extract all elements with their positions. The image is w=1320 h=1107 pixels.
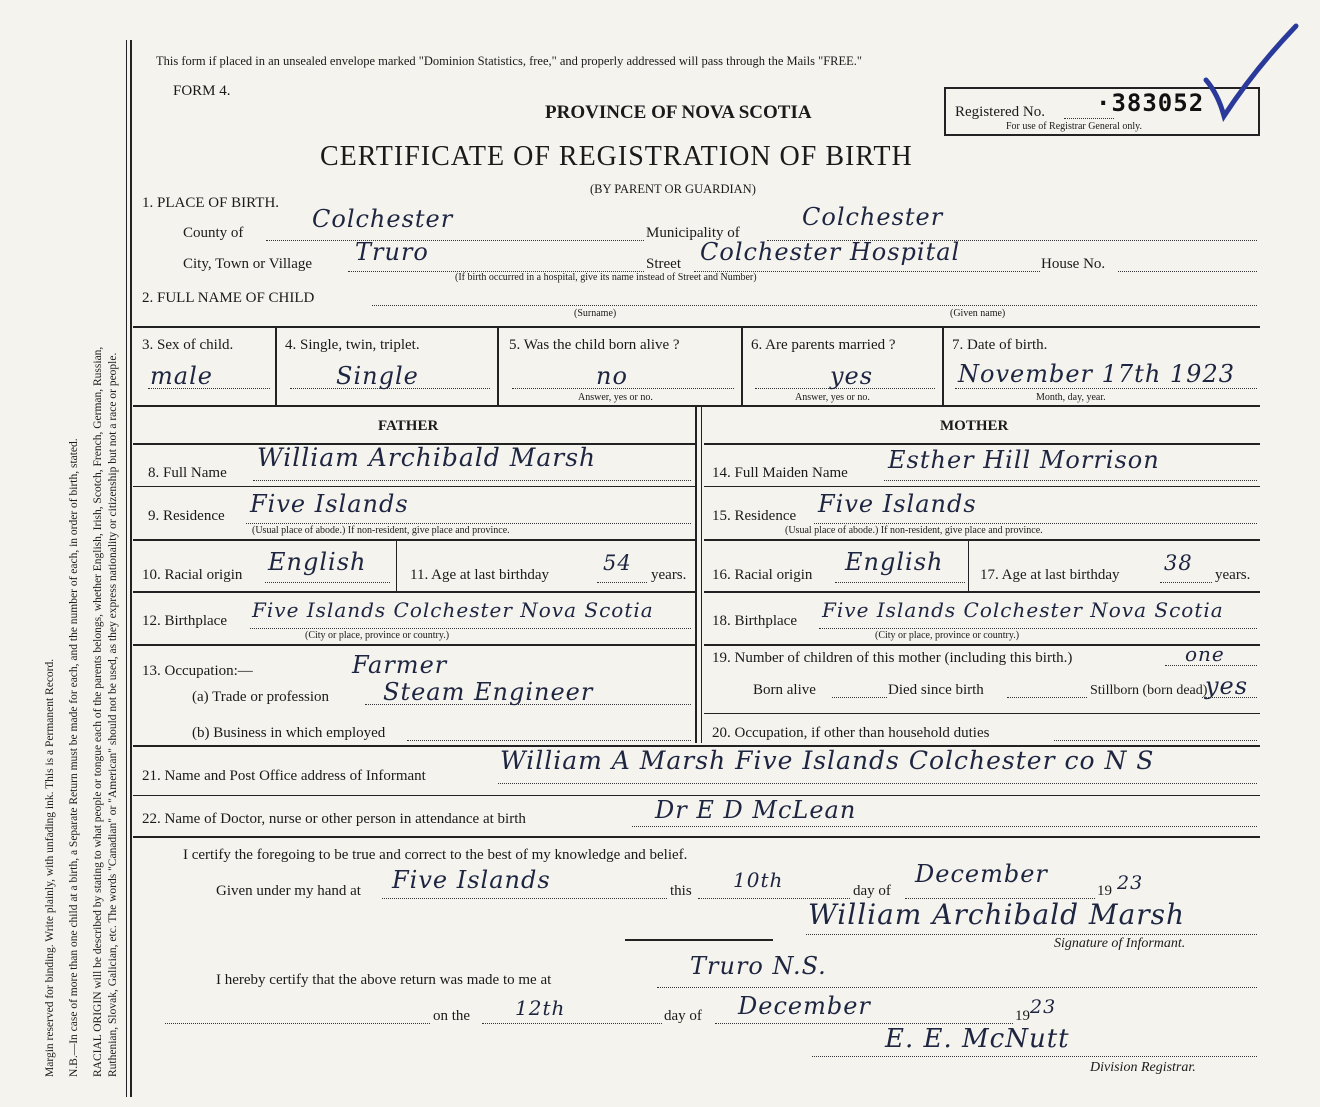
certificate-subtitle: (BY PARENT OR GUARDIAN) (590, 182, 756, 196)
father-trade-label: (a) Trade or profession (192, 689, 330, 705)
sex-label: 3. Sex of child. (142, 337, 234, 353)
father-occupation-value: Farmer (352, 651, 448, 679)
margin-line-3: RACIAL ORIGIN will be described by stating to what people or tongue each of the parents belongs, whether English, Irish, Scotch, French, German, Russian, (92, 346, 104, 1077)
county-value: Colchester (312, 205, 454, 233)
place-heading: 1. PLACE OF BIRTH. (142, 195, 280, 211)
mother-name-label: 14. Full Maiden Name (712, 465, 848, 481)
stillborn-value: yes (1205, 672, 1249, 700)
date-of-birth-label: 7. Date of birth. (952, 337, 1048, 353)
plurality-label: 4. Single, twin, triplet. (285, 337, 420, 353)
return-label: I hereby certify that the above return was made to me at (216, 972, 552, 988)
father-residence-note: (Usual place of abode.) If non-resident, give place and province. (252, 525, 510, 536)
registrar-signature: E. E. McNutt (885, 1024, 1070, 1054)
rule-row3-top (133, 326, 1260, 328)
margin-line-2: N.B.—In case of more than one child at a birth, a Separate Return must be made for each, and the number of each, in order of birth, stated. (68, 438, 80, 1077)
given-year-prefix: 19 (1097, 883, 1112, 899)
municipality-value: Colchester (802, 203, 944, 231)
mother-birthplace-note: (City or place, province or country.) (875, 630, 1020, 641)
children-count-value: one (1185, 642, 1225, 666)
registered-number-label: Registered No. (955, 104, 1045, 120)
father-residence-label: 9. Residence (148, 508, 225, 524)
father-birthplace-note: (City or place, province or country.) (305, 630, 450, 641)
rule-column-divider (695, 405, 697, 743)
form-number: FORM 4. (173, 83, 231, 99)
father-birthplace-label: 12. Birthplace (142, 613, 227, 629)
born-alive-note: Answer, yes or no. (578, 392, 653, 403)
registrar-note: Division Registrar. (1090, 1060, 1196, 1075)
registration-year-value: 23 (1030, 996, 1057, 1018)
mother-residence-note: (Usual place of abode.) If non-resident, give place and province. (785, 525, 1043, 536)
doctor-value: Dr E D McLean (655, 796, 857, 824)
date-of-birth-value: November 17th 1923 (958, 360, 1235, 388)
postal-notice: This form if placed in an unsealed envelope marked "Dominion Statistics, free," and properly addressed will pass through the Mails "FREE." (156, 54, 863, 68)
parents-married-note: Answer, yes or no. (795, 392, 870, 403)
parents-married-label: 6. Are parents married ? (751, 337, 896, 353)
margin-rule-right (130, 40, 132, 1097)
father-residence-value: Five Islands (250, 490, 409, 518)
parents-married-value: yes (830, 362, 874, 390)
return-place-value: Truro N.S. (690, 952, 827, 980)
father-occupation-label: 13. Occupation:— (142, 663, 253, 679)
father-age-value: 54 (603, 551, 632, 575)
given-name-note: (Given name) (950, 308, 1006, 319)
registered-number-value: ·383052 (1096, 89, 1205, 117)
house-number-label: House No. (1041, 256, 1106, 272)
certificate-title: CERTIFICATE OF REGISTRATION OF BIRTH (320, 141, 913, 172)
born-alive-value: no (596, 362, 628, 390)
informant-signature-note: Signature of Informant. (1054, 936, 1186, 951)
on-the-label: on the (433, 1008, 471, 1024)
sex-value: male (150, 362, 213, 390)
margin-line-1: Margin reserved for binding. Write plainly, with unfading ink. This is a Permanent Record. (44, 658, 56, 1077)
informant-value: William A Marsh Five Islands Colchester co N S (500, 746, 1155, 775)
doctor-label: 22. Name of Doctor, nurse or other person in attendance at birth (142, 811, 526, 827)
children-count-label: 19. Number of children of this mother (including this birth.) (712, 650, 1073, 666)
given-this-label: this (670, 883, 692, 899)
given-month-value: December (915, 860, 1048, 888)
city-value: Truro (355, 238, 429, 266)
given-day-of-label: day of (853, 883, 891, 899)
given-day-value: 10th (733, 868, 784, 892)
street-label: Street (646, 256, 681, 272)
margin-rule-left (126, 40, 127, 1097)
plurality-value: Single (336, 362, 419, 390)
mother-birthplace-label: 18. Birthplace (712, 613, 797, 629)
father-race-label: 10. Racial origin (142, 567, 243, 583)
mother-name-value: Esther Hill Morrison (888, 446, 1160, 474)
date-of-birth-note: Month, day, year. (1036, 392, 1106, 403)
registered-number-note: For use of Registrar General only. (1006, 121, 1142, 132)
stillborn-label: Stillborn (born dead) (1090, 683, 1208, 698)
mother-age-years: years. (1215, 567, 1251, 583)
father-name-label: 8. Full Name (148, 465, 227, 481)
registration-day-value: 12th (515, 996, 566, 1020)
died-since-birth-label: Died since birth (888, 682, 984, 698)
mother-heading: MOTHER (940, 418, 1009, 434)
child-name-label: 2. FULL NAME OF CHILD (142, 290, 315, 306)
father-name-value: William Archibald Marsh (257, 443, 597, 472)
city-label: City, Town or Village (183, 256, 313, 272)
mother-race-value: English (845, 548, 944, 576)
born-alive-count-label: Born alive (753, 682, 816, 698)
mother-age-label: 17. Age at last birthday (980, 567, 1120, 583)
given-at-value: Five Islands (392, 866, 551, 894)
mother-residence-label: 15. Residence (712, 508, 797, 524)
separator-rule (625, 939, 773, 941)
certify-statement: I certify the foregoing to be true and correct to the best of my knowledge and belief. (183, 847, 688, 863)
given-at-label: Given under my hand at (216, 883, 361, 899)
born-alive-label: 5. Was the child born alive ? (509, 337, 680, 353)
registration-year-prefix: 19 (1015, 1008, 1030, 1024)
check-mark-icon (1196, 22, 1301, 122)
county-label: County of (183, 225, 244, 241)
father-race-value: English (268, 548, 367, 576)
mother-race-label: 16. Racial origin (712, 567, 813, 583)
surname-note: (Surname) (574, 308, 617, 319)
mother-birthplace-value: Five Islands Colchester Nova Scotia (822, 598, 1224, 622)
father-age-label: 11. Age at last birthday (410, 567, 549, 583)
street-value: Colchester Hospital (700, 238, 961, 266)
father-heading: FATHER (378, 418, 439, 434)
mother-residence-value: Five Islands (818, 490, 977, 518)
informant-signature: William Archibald Marsh (808, 898, 1186, 931)
margin-line-4: Ruthenian, Slovak, Galician, etc. The words "Canadian" or "American" should not be used, as they express nationality or citizenship but not a race or people. (107, 352, 119, 1077)
father-birthplace-value: Five Islands Colchester Nova Scotia (252, 598, 654, 622)
father-trade-value: Steam Engineer (383, 678, 594, 706)
father-business-label: (b) Business in which employed (192, 725, 386, 741)
informant-label: 21. Name and Post Office address of Informant (142, 768, 426, 784)
registration-month-value: December (738, 992, 871, 1020)
registration-day-of-label: day of (664, 1008, 702, 1024)
province-title: PROVINCE OF NOVA SCOTIA (545, 102, 812, 123)
father-age-years: years. (651, 567, 687, 583)
hospital-note: (If birth occurred in a hospital, give its name instead of Street and Number) (455, 272, 757, 283)
municipality-label: Municipality of (646, 225, 740, 241)
mother-occupation-label: 20. Occupation, if other than household duties (712, 725, 990, 741)
mother-age-value: 38 (1164, 551, 1193, 575)
given-year-value: 23 (1117, 872, 1144, 894)
